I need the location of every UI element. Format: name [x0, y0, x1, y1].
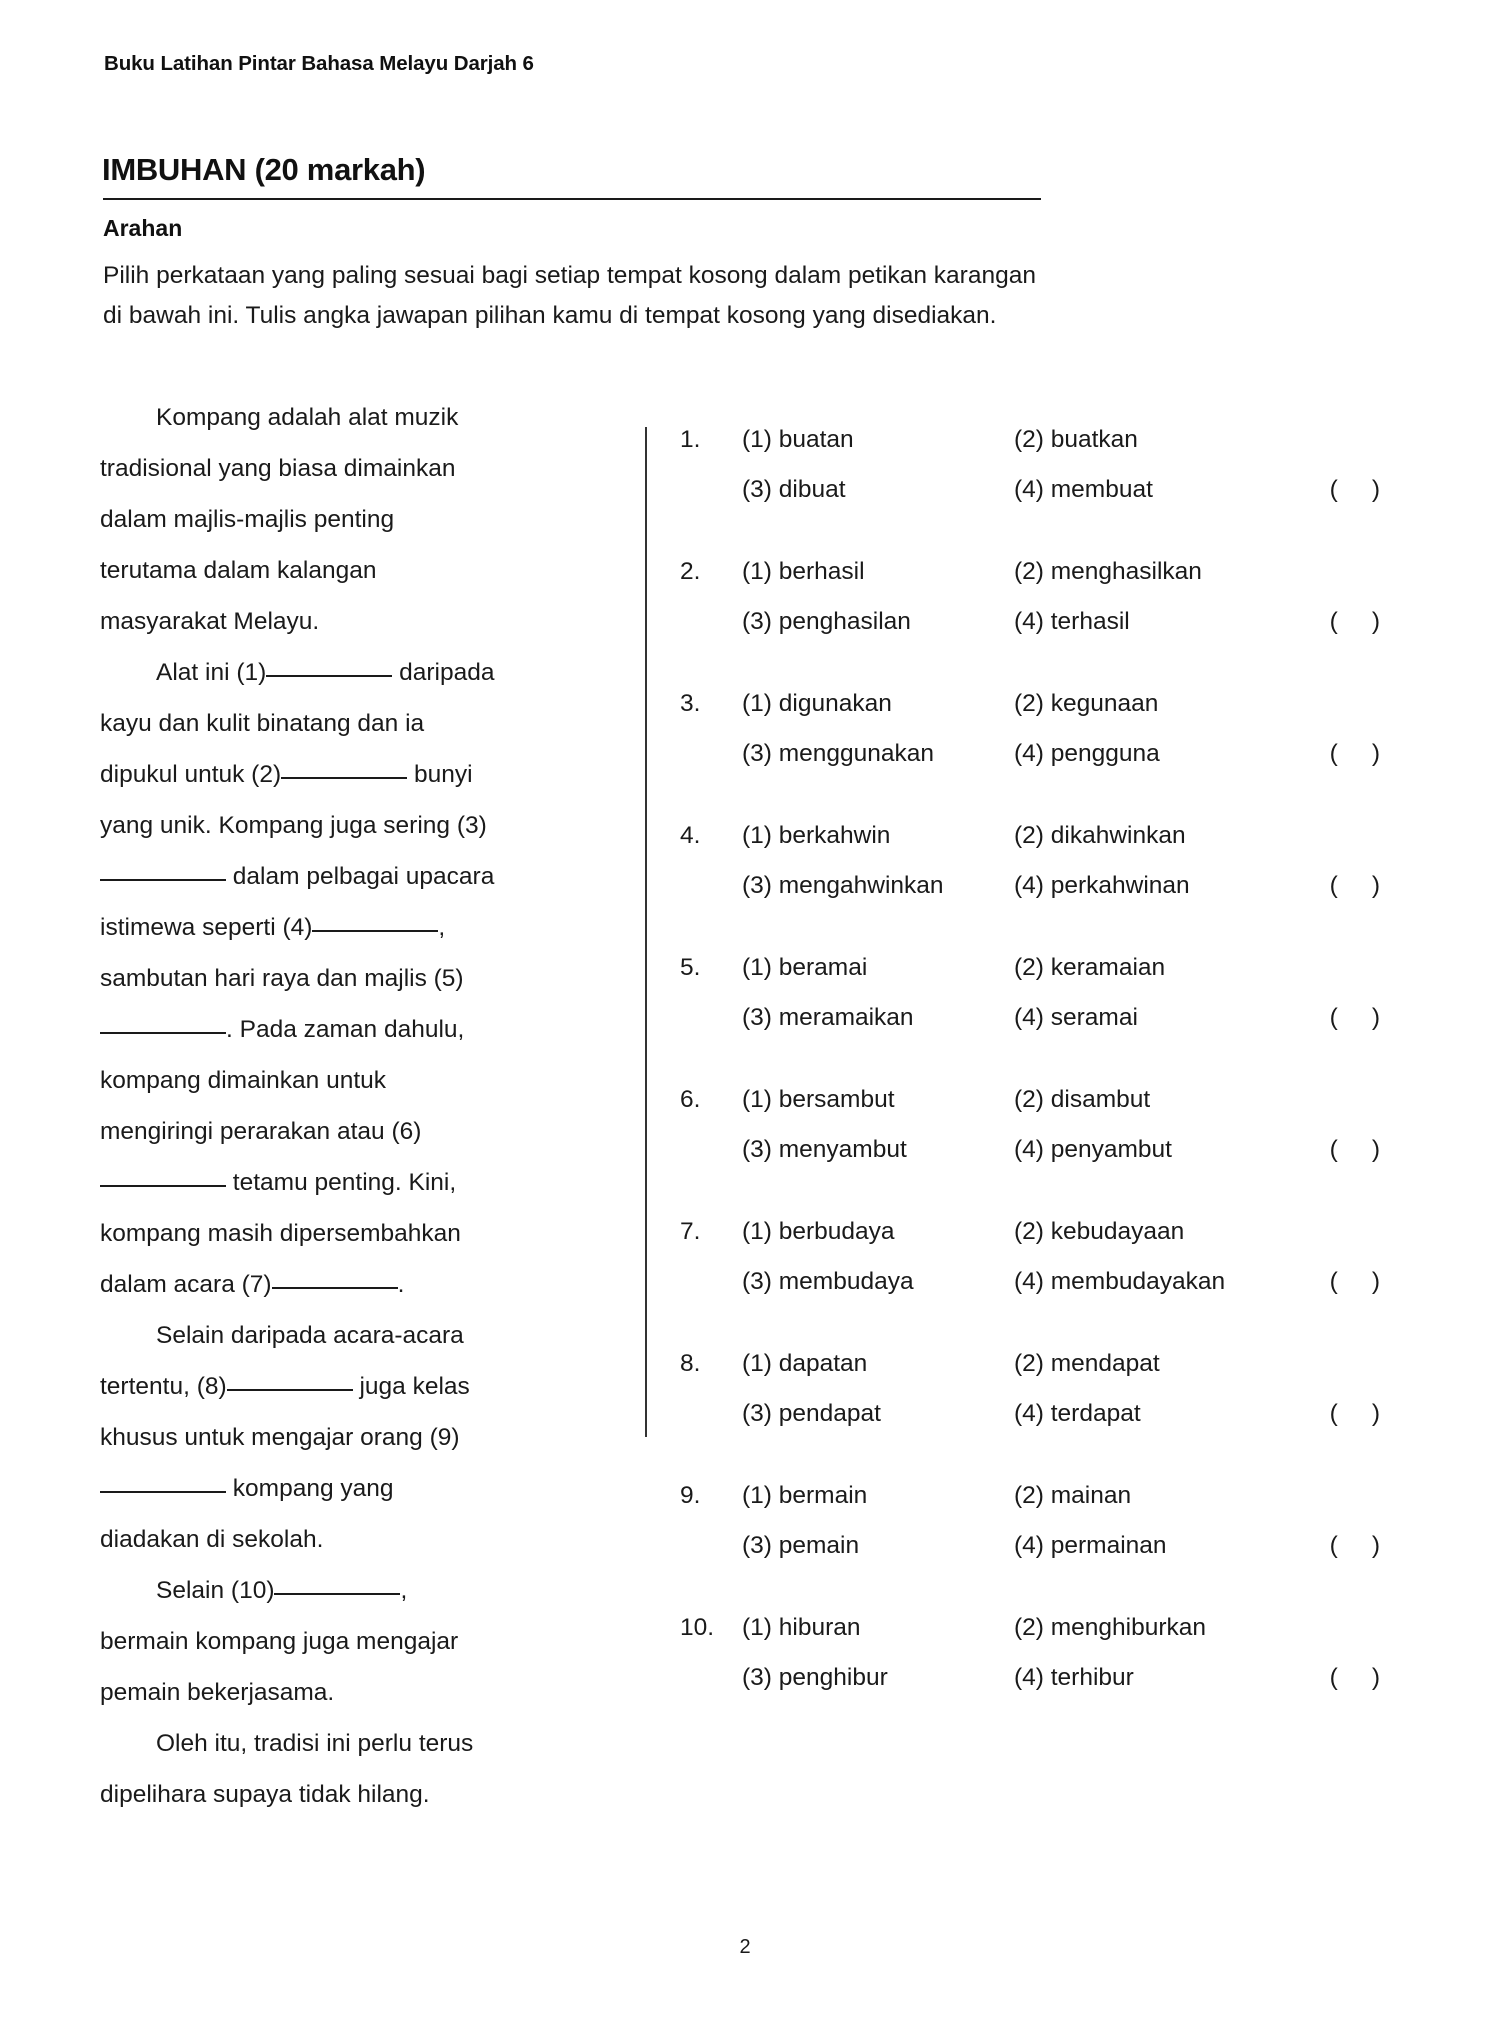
option-2[interactable]: (2) dikahwinkan: [1014, 822, 1186, 849]
passage-run: , bermain kompang juga mengajar pemain bekerjasama.: [100, 1577, 459, 1706]
option-1[interactable]: (1) buatan: [742, 426, 854, 453]
passage-run: bunyi yang unik. Kompang juga sering (3): [100, 761, 487, 839]
answer-bracket[interactable]: ( ): [1329, 740, 1380, 767]
passage-run: , sambutan hari raya dan majlis (5): [100, 914, 464, 992]
option-1[interactable]: (1) dapatan: [742, 1350, 868, 1377]
question-number: 2.: [680, 558, 701, 585]
option-3[interactable]: (3) dibuat: [742, 476, 846, 503]
passage-run: kompang yang diadakan di sekolah.: [100, 1475, 394, 1553]
option-4[interactable]: (4) terdapat: [1014, 1400, 1141, 1427]
passage-run: tetamu penting. Kini, kompang masih dipersembahkan dalam acara (7): [100, 1169, 461, 1298]
question-row: [680, 1125, 1380, 1175]
option-4[interactable]: (4) perkahwinan: [1014, 872, 1190, 899]
option-1[interactable]: (1) berbudaya: [742, 1218, 895, 1245]
option-3[interactable]: (3) pemain: [742, 1532, 860, 1559]
page-title: IMBUHAN (20 markah): [102, 152, 426, 187]
passage-run: Selain (10): [156, 1577, 275, 1604]
question-row: [680, 465, 1380, 515]
question-row: [680, 1653, 1380, 1703]
option-1[interactable]: (1) berkahwin: [742, 822, 891, 849]
title-divider-rule: [103, 198, 1041, 200]
answer-blank[interactable]: [100, 1185, 226, 1187]
question-number: 1.: [680, 426, 701, 453]
question-item: [680, 415, 1380, 515]
passage-run: dalam pelbagai upacara istimewa seperti (4): [100, 863, 495, 941]
answer-bracket[interactable]: ( ): [1329, 1004, 1380, 1031]
question-number: 5.: [680, 954, 701, 981]
question-row: [680, 1471, 1380, 1521]
instruction-label: Arahan: [103, 215, 183, 241]
option-3[interactable]: (3) membudaya: [742, 1268, 914, 1295]
answer-bracket[interactable]: ( ): [1329, 476, 1380, 503]
answer-blank[interactable]: [266, 675, 392, 677]
question-row: [680, 597, 1380, 647]
question-number: 9.: [680, 1482, 701, 1509]
option-2[interactable]: (2) menghasilkan: [1014, 558, 1202, 585]
passage-run: Alat ini (1): [156, 659, 267, 686]
passage-paragraph: [100, 1310, 497, 1565]
option-4[interactable]: (4) penyambut: [1014, 1136, 1172, 1163]
option-3[interactable]: (3) penghibur: [742, 1664, 888, 1691]
option-1[interactable]: (1) beramai: [742, 954, 868, 981]
passage-run: .: [397, 1271, 405, 1298]
option-4[interactable]: (4) permainan: [1014, 1532, 1167, 1559]
option-4[interactable]: (4) terhasil: [1014, 608, 1130, 635]
question-row: [680, 729, 1380, 779]
column-divider: [645, 427, 647, 1437]
option-1[interactable]: (1) digunakan: [742, 690, 892, 717]
passage-run: Selain daripada acara-acara tertentu, (8): [100, 1322, 464, 1400]
answer-bracket[interactable]: ( ): [1329, 1136, 1380, 1163]
question-number: 3.: [680, 690, 701, 717]
passage-paragraph: [100, 647, 497, 1310]
instruction-text: Pilih perkataan yang paling sesuai bagi setiap tempat kosong dalam petikan karangan di bawah ini. Tulis angka jawapan pilihan kamu di tempat kosong yang disediakan.: [103, 262, 1036, 329]
question-item: [680, 547, 1380, 647]
answer-blank[interactable]: [274, 1593, 400, 1595]
passage-text: [100, 392, 497, 1820]
passage-run: daripada kayu dan kulit binatang dan ia dipukul untuk (2): [100, 659, 495, 788]
question-row: [680, 1389, 1380, 1439]
option-1[interactable]: (1) berhasil: [742, 558, 865, 585]
option-3[interactable]: (3) menyambut: [742, 1136, 907, 1163]
option-3[interactable]: (3) pendapat: [742, 1400, 881, 1427]
question-number: 7.: [680, 1218, 701, 1245]
answer-blank[interactable]: [272, 1287, 398, 1289]
passage-paragraph: [100, 1718, 497, 1820]
option-1[interactable]: (1) bersambut: [742, 1086, 895, 1113]
answer-blank[interactable]: [100, 1491, 226, 1493]
question-row: [680, 943, 1380, 993]
question-item: [680, 1339, 1380, 1439]
option-3[interactable]: (3) mengahwinkan: [742, 872, 944, 899]
question-row: [680, 811, 1380, 861]
page-number: 2: [739, 1936, 751, 1958]
option-4[interactable]: (4) terhibur: [1014, 1664, 1134, 1691]
question-row: [680, 1257, 1380, 1307]
answer-blank[interactable]: [227, 1389, 353, 1391]
answer-blank[interactable]: [100, 1032, 226, 1034]
option-4[interactable]: (4) membuat: [1014, 476, 1153, 503]
question-row: [680, 1521, 1380, 1571]
answer-bracket[interactable]: ( ): [1329, 1532, 1380, 1559]
option-2[interactable]: (2) mendapat: [1014, 1350, 1160, 1377]
passage-paragraph: [100, 1565, 497, 1718]
option-4[interactable]: (4) pengguna: [1014, 740, 1160, 767]
question-number: 10.: [680, 1614, 715, 1641]
answer-bracket[interactable]: ( ): [1329, 1400, 1380, 1427]
answer-blank[interactable]: [312, 930, 438, 932]
question-row: [680, 1207, 1380, 1257]
answer-blank[interactable]: [100, 879, 226, 881]
option-1[interactable]: (1) bermain: [742, 1482, 868, 1509]
question-row: [680, 415, 1380, 465]
passage-run: . Pada zaman dahulu, kompang dimainkan untuk mengiringi perarakan atau (6): [100, 1016, 465, 1145]
question-row: [680, 1075, 1380, 1125]
option-4[interactable]: (4) membudayakan: [1014, 1268, 1226, 1295]
question-item: [680, 943, 1380, 1043]
answer-bracket[interactable]: ( ): [1329, 1664, 1380, 1691]
question-item: [680, 811, 1380, 911]
question-item: [680, 1075, 1380, 1175]
option-2[interactable]: (2) mainan: [1014, 1482, 1132, 1509]
option-2[interactable]: (2) keramaian: [1014, 954, 1166, 981]
answer-blank[interactable]: [281, 777, 407, 779]
option-4[interactable]: (4) seramai: [1014, 1004, 1138, 1031]
option-3[interactable]: (3) penghasilan: [742, 608, 911, 635]
passage-paragraph: [100, 392, 497, 647]
question-list: [680, 415, 1380, 1735]
question-item: [680, 1603, 1380, 1703]
question-row: [680, 861, 1380, 911]
answer-bracket[interactable]: ( ): [1329, 1268, 1380, 1295]
question-row: [680, 679, 1380, 729]
option-2[interactable]: (2) disambut: [1014, 1086, 1151, 1113]
answer-bracket[interactable]: ( ): [1329, 872, 1380, 899]
question-number: 8.: [680, 1350, 701, 1377]
option-3[interactable]: (3) menggunakan: [742, 740, 935, 767]
question-item: [680, 1207, 1380, 1307]
option-2[interactable]: (2) kegunaan: [1014, 690, 1159, 717]
question-item: [680, 679, 1380, 779]
option-1[interactable]: (1) hiburan: [742, 1614, 861, 1641]
passage-run: juga kelas khusus untuk mengajar orang (9): [100, 1373, 470, 1451]
question-row: [680, 1339, 1380, 1389]
option-2[interactable]: (2) menghiburkan: [1014, 1614, 1207, 1641]
passage-run: Oleh itu, tradisi ini perlu terus dipelihara supaya tidak hilang.: [100, 1730, 474, 1808]
option-2[interactable]: (2) buatkan: [1014, 426, 1138, 453]
passage-run: Kompang adalah alat muzik tradisional yang biasa dimainkan dalam majlis-majlis penting terutama dalam kalangan masyarakat Melayu.: [100, 404, 459, 635]
question-row: [680, 1603, 1380, 1653]
question-row: [680, 993, 1380, 1043]
question-item: [680, 1471, 1380, 1571]
option-3[interactable]: (3) meramaikan: [742, 1004, 914, 1031]
question-number: 6.: [680, 1086, 701, 1113]
running-header: Buku Latihan Pintar Bahasa Melayu Darjah 6: [104, 52, 534, 75]
option-2[interactable]: (2) kebudayaan: [1014, 1218, 1185, 1245]
question-row: [680, 547, 1380, 597]
question-number: 4.: [680, 822, 701, 849]
answer-bracket[interactable]: ( ): [1329, 608, 1380, 635]
